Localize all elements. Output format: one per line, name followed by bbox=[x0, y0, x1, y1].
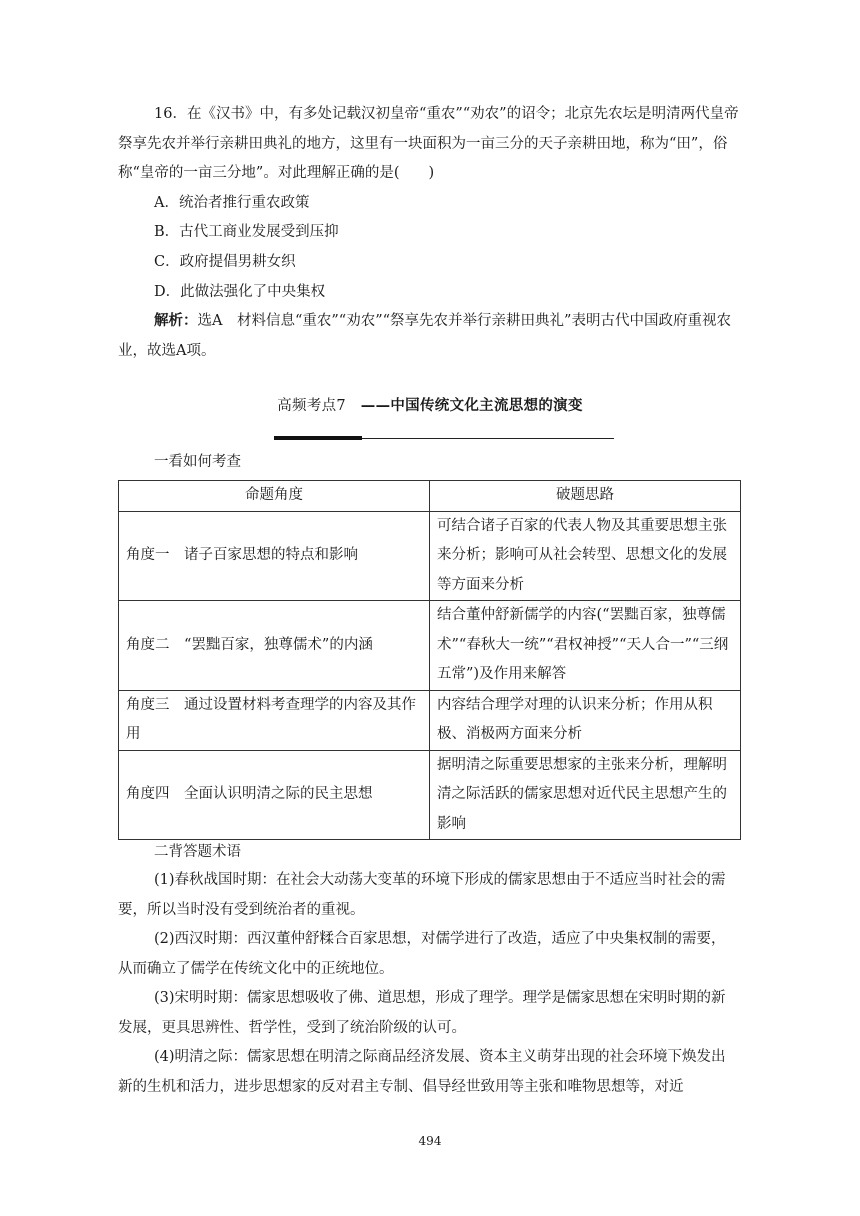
section-prefix: 高频考点7 bbox=[277, 398, 361, 414]
table-row bbox=[119, 750, 741, 840]
term-paragraph: (3)宋明时期：儒家思想吸收了佛、道思想，形成了理学。理学是儒家思想在宋明时期的新发展，更具思辨性、哲学性，受到了统治阶级的认可。 bbox=[118, 990, 726, 1036]
option-b: B．古代工商业发展受到压抑 bbox=[154, 224, 339, 240]
table-header-approach: 破题思路 bbox=[430, 481, 741, 512]
term-paragraph: (2)西汉时期：西汉董仲舒糅合百家思想，对儒学进行了改造，适应了中央集权制的需要，从而确立了儒学在传统文化中的正统地位。 bbox=[118, 931, 726, 977]
question-angle-table bbox=[118, 480, 741, 840]
heading-underline-accent bbox=[274, 436, 362, 440]
table-row bbox=[119, 690, 741, 750]
table-cell-approach: 据明清之际重要思想家的主张来分析，理解明清之际活跃的儒家思想对近代民主思想产生的影响 bbox=[430, 750, 741, 840]
table-row bbox=[119, 511, 741, 601]
table-header-angle: 命题角度 bbox=[119, 481, 430, 512]
question-stem: 16．在《汉书》中，有多处记载汉初皇帝“重农”“劝农”的诏令；北京先农坛是明清两代皇帝祭享先农并举行亲耕田典礼的地方，这里有一块面积为一亩三分的天子亲耕田地，称为“田”，俗称“皇帝的一亩三分地”。对此理解正确的是( ) bbox=[118, 106, 739, 181]
page-number: 494 bbox=[418, 1134, 442, 1148]
table-cell-approach: 结合董仲舒新儒学的内容(“罢黜百家，独尊儒术”“春秋大一统”“君权神授”“天人合一”“三纲五常”)及作用来解答 bbox=[430, 601, 741, 691]
table-cell-angle: 角度二 “罢黜百家，独尊儒术”的内涵 bbox=[119, 601, 430, 691]
option-c: C．政府提倡男耕女织 bbox=[154, 254, 296, 270]
section-title: ——中国传统文化主流思想的演变 bbox=[360, 398, 583, 414]
term-paragraph: (4)明清之际：儒家思想在明清之际商品经济发展、资本主义萌芽出现的社会环境下焕发出新的生机和活力，进步思想家的反对君主专制、倡导经世致用等主张和唯物思想等，对近 bbox=[118, 1049, 726, 1095]
table-cell-angle: 角度三 通过设置材料考查理学的内容及其作用 bbox=[119, 690, 430, 750]
table-row bbox=[119, 601, 741, 691]
table-header-row bbox=[119, 481, 741, 512]
table-cell-approach: 可结合诸子百家的代表人物及其重要思想主张来分析；影响可从社会转型、思想文化的发展等方面来分析 bbox=[430, 511, 741, 601]
term-paragraph: (1)春秋战国时期：在社会大动荡大变革的环境下形成的儒家思想由于不适应当时社会的需要，所以当时没有受到统治者的重视。 bbox=[118, 872, 726, 918]
analysis bbox=[118, 306, 740, 366]
table-cell-angle: 角度四 全面认识明清之际的民主思想 bbox=[119, 750, 430, 840]
table-cell-approach: 内容结合理学对理的认识来分析；作用从积极、消极两方面来分析 bbox=[430, 690, 741, 750]
part2-label: 二背答题术语 bbox=[154, 844, 241, 860]
part1-label: 一看如何考查 bbox=[154, 454, 241, 470]
section-heading bbox=[0, 396, 860, 416]
table-cell-angle: 角度一 诸子百家思想的特点和影响 bbox=[119, 511, 430, 601]
option-d: D．此做法强化了中央集权 bbox=[154, 284, 326, 300]
analysis-label: 解析： bbox=[154, 312, 198, 329]
option-a: A．统治者推行重农政策 bbox=[154, 195, 310, 211]
analysis-text: 选A 材料信息“重农”“劝农”“祭享先农并举行亲耕田典礼”表明古代中国政府重视农业，故选A项。 bbox=[118, 313, 731, 359]
